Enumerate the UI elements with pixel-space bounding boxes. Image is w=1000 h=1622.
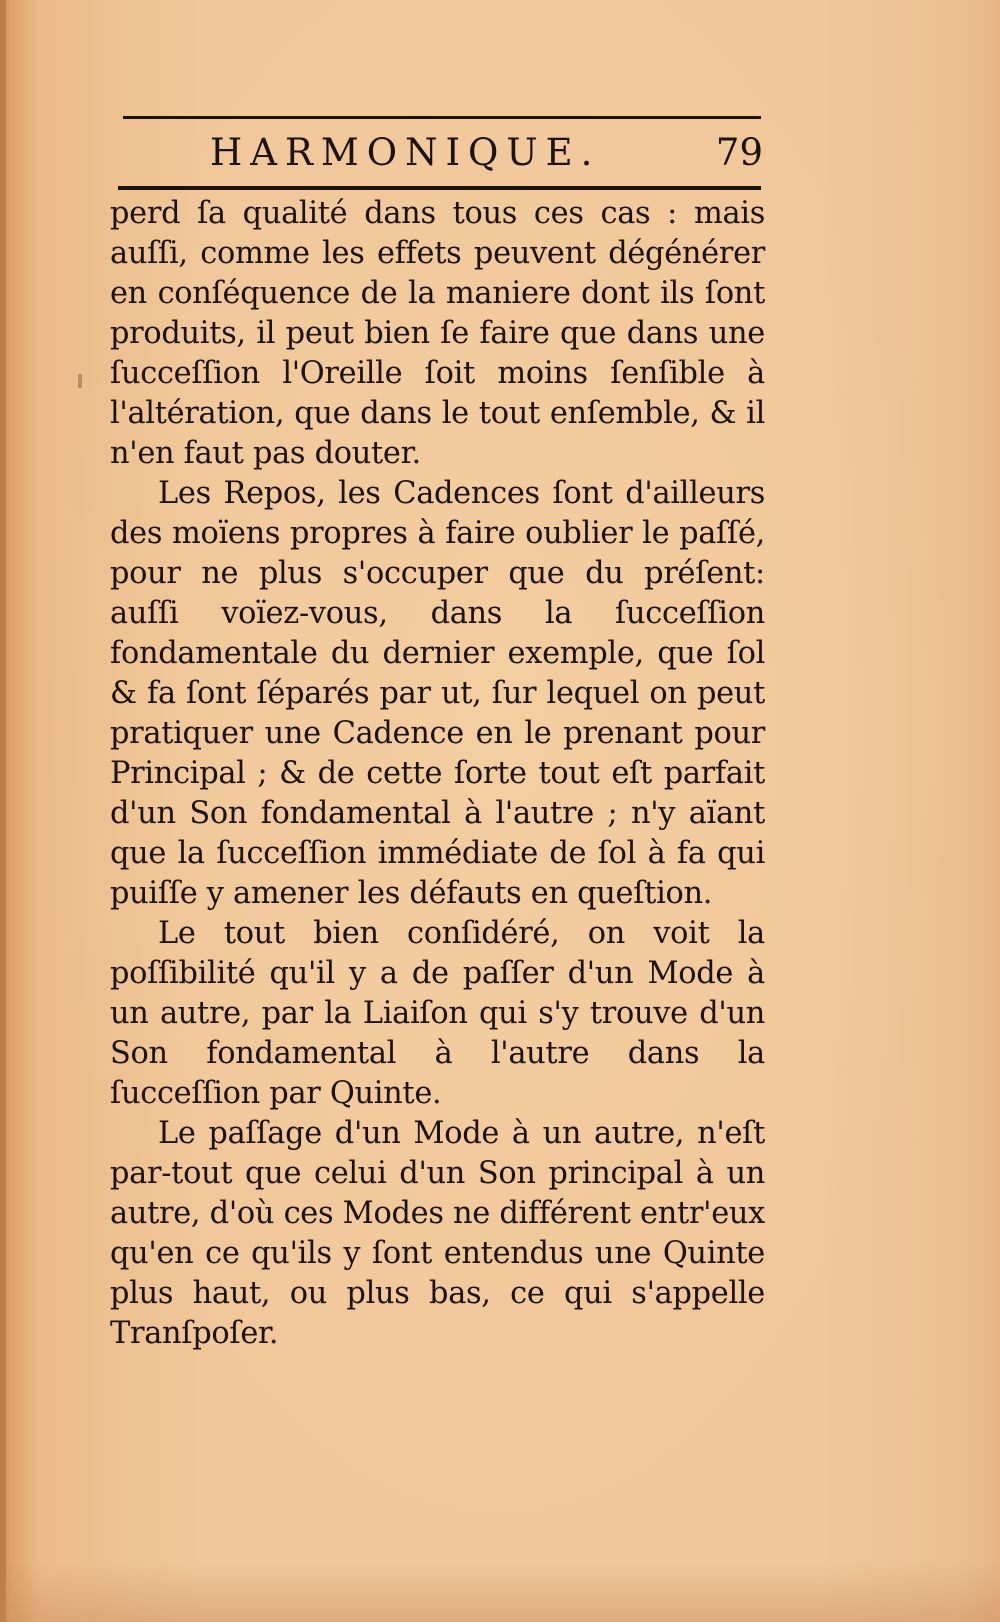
page-number: 79 [715,131,763,174]
paragraph-1: perd ſa qualité dans tous ces cas : mais auſſi, comme les effets peuvent dégénérer en conſéquence de la maniere dont ils ſont produits, il peut bien ſe faire que dans une ſucceſſion l'Oreille ſoit moins ſenſible à l'altération, que dans le tout enſemble, & il n'en faut pas douter. [110,196,765,471]
running-title: HARMONIQUE. [210,131,601,174]
page-binding-edge [0,0,6,1622]
header-rule-bottom [118,186,761,190]
running-head [118,128,763,178]
paragraph-2: Les Repos, les Cadences ſont d'ailleurs des moïens propres à faire oublier le paſſé, pour ne plus s'occuper que du préſent: auſſi voïez-vous, dans la ſucceſſion fondamentale du dernier exemple, que ſol & fa ſont ſéparés par ut, ſur lequel on peut pratiquer une Cadence en le prenant pour Principal ; & de cette ſorte tout eſt parfait d'un Son fondamental à l'autre ; n'y aïant que la ſucceſſion immédiate de ſol à fa qui puiſſe y amener les défauts en queſtion. [110,476,765,911]
paragraph-3: Le tout bien conſidéré, on voit la poſſibilité qu'il y a de paſſer d'un Mode à un autre, par la Liaiſon qui s'y trouve d'un Son fondamental à l'autre dans la ſucceſſion par Quinte. [110,916,765,1111]
body-text [110,194,765,1354]
paragraph-4: Le paſſage d'un Mode à un autre, n'eſt par-tout que celui d'un Son principal à un autre, d'où ces Modes ne différent entr'eux qu'en ce qu'ils y ſont entendus une Quinte plus haut, ou plus bas, ce qui s'appelle Tranſpoſer. [110,1116,765,1351]
margin-mark [78,374,82,388]
header-rule-top [123,116,761,119]
